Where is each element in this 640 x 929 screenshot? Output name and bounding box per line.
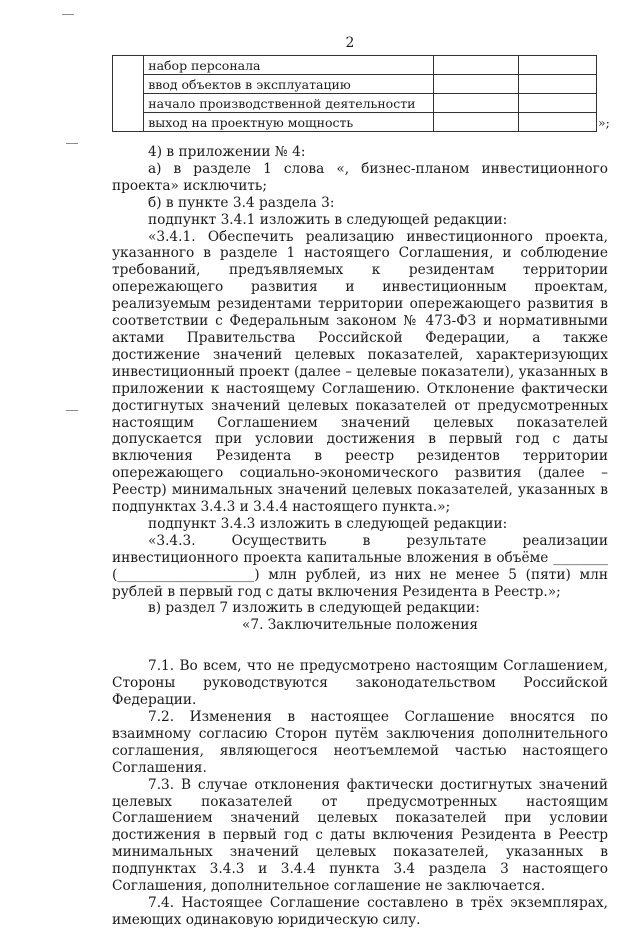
paragraph: а) в разделе 1 слова «, бизнес-планом инвестиционного проекта» исключить;: [112, 160, 608, 194]
paragraph: б) в пункте 3.4 раздела 3:: [148, 194, 335, 211]
table-cell: [519, 113, 597, 132]
paragraph: подпункт 3.4.1 изложить в следующей редакции:: [148, 211, 508, 228]
table-cell-label: начало производственной деятельности: [144, 94, 433, 113]
table-cell: [519, 94, 597, 113]
table-cell: [519, 75, 597, 94]
paragraph: «3.4.3. Осуществить в результате реализации инвестиционного проекта капитальные вложения в объёме ________ (____________________) млн рублей, из них не менее 5 (пяти) млн рублей в первый год с даты включения Резидента в Реестр.»;: [112, 532, 608, 600]
paragraph: 7.3. В случае отклонения фактически достигнутых значений целевых показателей от предусмотренных настоящим Соглашением значений целевых показателей при условии достижения в первый год с даты включения Резидента в Реестр минимальных значений целевых показателей, указанных в подпунктах 3.4.3 и 3.4.4 пункта 3.4 раздела 3 настоящего Соглашения, дополнительное соглашение не заключается.: [112, 776, 608, 895]
scan-mark: [66, 410, 78, 411]
table-closing-quote: »;: [598, 115, 610, 130]
paragraph: «3.4.1. Обеспечить реализацию инвестиционного проекта, указанного в разделе 1 настоящего Соглашения, и соблюдение требований, предъявляемых к резидентам территории опережающего развития и инвестиционным проектам, реализуемым резидентами территории опережающего развития в соответствии с Федеральным законом № 473-ФЗ и нормативными актами Правительства Российской Федерации, а также достижение значений целевых показателей, характеризующих инвестиционный проект (далее – целевые показатели), указанных в приложении к настоящему Соглашению. Отклонение фактически достигнутых значений целевых показателей от предусмотренных настоящим Соглашением значений целевых показателей допускается при условии достижения в первый год с даты включения Резидента в реестр резидентов территории опережающего социально-экономического развития (далее – Реестр) минимальных значений целевых показателей, указанных в подпунктах 3.4.3 и 3.4.4 настоящего пункта.»;: [112, 228, 608, 516]
scan-mark: [62, 14, 74, 15]
table-cell: [433, 94, 519, 113]
table-cell-label: выход на проектную мощность: [144, 113, 433, 132]
table-cell: [113, 56, 144, 132]
table-cell-label: ввод объектов в эксплуатацию: [144, 75, 433, 94]
document-body: [112, 144, 608, 929]
paragraph: в) раздел 7 изложить в следующей редакции:: [148, 600, 480, 617]
table-row: [113, 113, 597, 132]
paragraph: 4) в приложении № 4:: [148, 144, 306, 160]
table-cell: [433, 75, 519, 94]
indicator-table: [112, 55, 597, 132]
table-cell: [519, 56, 597, 75]
paragraph: 7.4. Настоящее Соглашение составлено в трёх экземплярах, имеющих одинаковую юридическую силу.: [112, 894, 608, 928]
table-cell: [433, 113, 519, 132]
table-cell: [433, 56, 519, 75]
section-heading: «7. Заключительные положения: [242, 617, 478, 634]
table-row: [113, 56, 597, 75]
spacer: [112, 634, 608, 658]
page-number: 2: [345, 35, 355, 51]
scan-mark: [66, 143, 78, 144]
paragraph: 7.2. Изменения в настоящее Соглашение вносятся по взаимному согласию Сторон путём заключения дополнительного соглашения, являющегося неотъемлемой частью настоящего Соглашения.: [112, 709, 608, 776]
paragraph: подпункт 3.4.3 изложить в следующей редакции:: [148, 515, 508, 532]
table-row: [113, 94, 597, 113]
table-cell-label: набор персонала: [144, 56, 433, 75]
table-row: [113, 75, 597, 94]
paragraph: 7.1. Во всем, что не предусмотрено настоящим Соглашением, Стороны руководствуются законодательством Российской Федерации.: [112, 658, 608, 709]
